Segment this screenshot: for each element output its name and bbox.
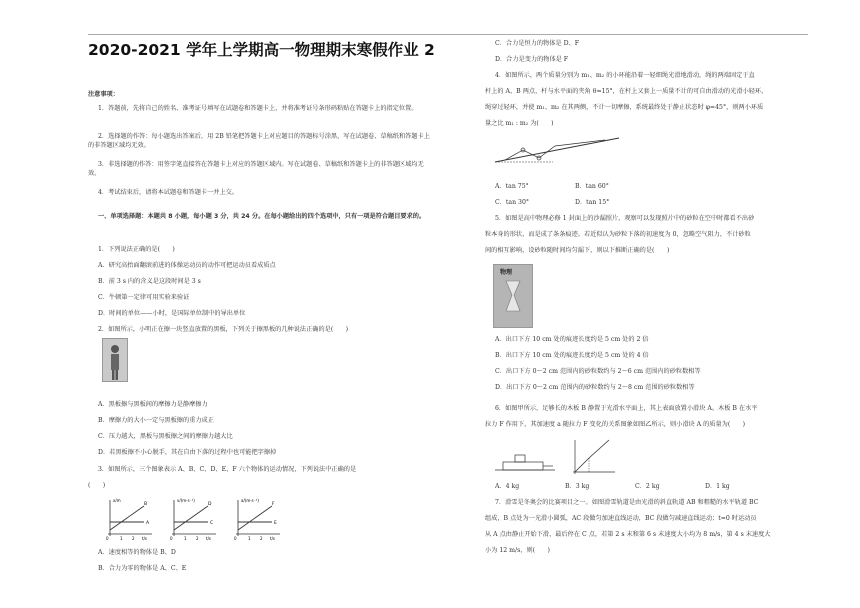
q3-tick: t/s — [142, 536, 147, 541]
q3-option-d: D．合力是变力的物体是 F — [495, 56, 569, 63]
q3-graph-2 — [170, 498, 216, 541]
hourglass-book-photo — [493, 264, 533, 328]
q3-tick: 2 — [196, 536, 199, 541]
notice-item: 3．非选择题的作答：用签字笔直接答在答题卡上对应的答题区域内。写在试题卷、草稿纸和答题卡上的非答题区域均无效。 — [88, 161, 424, 177]
q6-option-b: B．3 kg — [565, 483, 590, 490]
q4-line: 绳穿过轻环，并使 m₁、m₂ 在其两侧，不计一切摩擦，系统最终处于静止状态时 φ=45°，则两小环质 — [485, 104, 764, 111]
q3-graph-ylabel: a/(m·s⁻²) — [241, 498, 259, 503]
q3-graph-1 — [106, 498, 152, 541]
q3-tick: t/s — [206, 536, 211, 541]
q3-graph-ylabel: v/(m·s⁻¹) — [177, 498, 195, 503]
q5-line: 粒本身的形状，而是成了条条痕迹。若近似认为砂粒下落的初速度为 0，忽略空气阻力，不计砂粒 — [485, 231, 751, 238]
q2-option-b: B．摩擦力的大小一定与黑板擦的重力成正 — [98, 417, 214, 424]
q3-tick: 0 — [170, 536, 173, 541]
q5-option-d: D．出口下方 0～2 cm 范围内的砂粒数约与 2～8 cm 范围的砂粒数相等 — [495, 384, 695, 391]
notice-item: 4．考试结束后，请将本试题卷和答题卡一并上交。 — [98, 189, 239, 196]
q1-option-a: A．研究高抬面翻滚前进的体操运动员的动作可把运动员看成质点 — [98, 262, 276, 269]
q3-tick: 0 — [234, 536, 237, 541]
q1-stem: 1．下列说法正确的是( ) — [98, 246, 175, 253]
q4-option-a: A．tan 75° — [495, 183, 529, 190]
q7-line: 组成，B 点处为一光滑小圆弧，AC 段做匀加速直线运动，BC 段做匀减速直线运动；t=0 时运动员 — [485, 515, 757, 522]
q3-option-c: C．合力是恒力的物体是 D、F — [495, 40, 580, 47]
q5-option-a: A．出口下方 10 cm 处的痕迹长度约是 5 cm 处的 2 倍 — [495, 336, 649, 343]
q3-stem: 3．如图所示，三个图象表示 A、B、C、D、E、F 六个物体的运动情况，下列说法中正确的是 — [98, 466, 357, 473]
notice-heading: 注意事项： — [88, 91, 119, 98]
notice-item: 1．答题前，先将自己的姓名、准考证号填写在试题卷和答题卡上，并将准考证号条形码粘贴在答题卡上的指定位置。 — [98, 105, 418, 112]
left-column — [88, 0, 436, 608]
q3-line-label: A — [146, 521, 150, 526]
q3-graph-ylabel: x/m — [113, 498, 121, 503]
q1-option-b: B．前 3 s 内的含义是这段时间是 3 s — [98, 278, 201, 285]
q3-tick: 2 — [132, 536, 135, 541]
q3-line-label: C — [210, 521, 214, 526]
q2-option-c: C．压力越大，黑板与黑板擦之间的摩擦力越大比 — [98, 433, 233, 440]
notice-item: 2．选择题的作答：每小题选出答案后，用 2B 铅笔把答题卡上对应题目的答题标号涂黑，写在试题卷、草稿纸和答题卡上的非答题区域均无效。 — [88, 133, 430, 149]
page-title: 2020-2021 学年上学期高一物理期末寒假作业 2 — [88, 41, 435, 59]
q3-line-label: F — [272, 502, 275, 507]
q3-line-label: E — [274, 521, 277, 526]
q5-line: 间的相互影响，设砂粒随时间均匀漏下，则以下推断正确的是( ) — [485, 247, 670, 254]
q3-tick: 2 — [260, 536, 263, 541]
book-label: 物理 — [500, 269, 513, 276]
q7-line: 7．滑雪是冬奥会的比赛项目之一。如图滑雪轨道是由光滑的斜直轨道 AB 和粗糙的水平轨道 BC — [495, 499, 759, 506]
person-figure-icon — [103, 339, 127, 381]
q1-option-d: D．时间的单位——小时，是国际单位制中的导出单位 — [98, 310, 246, 317]
q3-graph-3 — [234, 498, 280, 541]
section-heading: 一、单项选择题：本题共 8 小题，每小题 3 分，共 24 分。在每小题给出的四个选项中，只有一项是符合题目要求的。 — [98, 213, 426, 220]
q3-tick: 0 — [106, 536, 109, 541]
q3-tick: 1 — [248, 536, 251, 541]
q3-tick: 1 — [184, 536, 187, 541]
q7-line: 小为 12 m/s，则( ) — [485, 547, 550, 554]
blackboard-photo — [102, 338, 128, 382]
q3-tick: t/s — [270, 536, 275, 541]
q6-line: 6．如图甲所示，足够长的木板 B 静置于光滑水平面上，其上表面放置小滑块 A。木板 B 在水平 — [495, 405, 758, 412]
q4-option-b: B．tan 60° — [575, 183, 609, 190]
q6-diagrams — [493, 436, 623, 478]
q4-line: 量之比 m₁ : m₂ 为( ) — [485, 120, 554, 127]
q3-line-label: D — [208, 502, 212, 507]
q2-option-d: D．若黑板擦不小心脱手，其在自由下落的过程中也可能把字擦掉 — [98, 449, 277, 456]
q6-line: 拉力 F 作用下，其加速度 a 随拉力 F 变化的关系图象如图乙所示，则小滑块 A 的质量为( ) — [485, 421, 746, 428]
q3-tick: 1 — [120, 536, 123, 541]
q4-line: 4．如图所示，两个质量分别为 m₁、m₂ 的小环能沿着一轻细绳光滑地滑动，绳的两端固定于直 — [495, 72, 755, 79]
q7-line: 从 A 点由静止开始下滑，最后停在 C 点，若第 2 s 末和第 6 s 末速度大小均为 8 m/s，第 4 s 末速度大 — [485, 531, 771, 538]
q5-option-c: C．出口下方 0～2 cm 范围内的砂粒数约与 2～6 cm 范围内的砂粒数相等 — [495, 368, 701, 375]
right-column — [475, 0, 791, 608]
q4-line: 杆上的 A、B 两点，杆与水平面的夹角 θ=15°，在杆上又套上一质量不计的可自由滑动的光滑小轻环， — [485, 88, 768, 95]
q3-stem-cont: ( ) — [88, 482, 106, 489]
q1-option-c: C．牛顿第一定律可用实验来验证 — [98, 294, 190, 301]
q2-option-a: A．黑板擦与黑板间的摩擦力是静摩擦力 — [98, 401, 208, 408]
q3-graphs — [100, 494, 290, 542]
q4-option-d: D．tan 15° — [575, 199, 610, 206]
q4-option-c: C．tan 30° — [495, 199, 530, 206]
q5-line: 5．如图是高中物理必修 1 封面上的沙漏照片，观察可以发现照片中的砂粒在空中时都看不出砂 — [495, 215, 755, 222]
q6-option-d: D．1 kg — [705, 483, 730, 490]
q3-line-label: B — [144, 502, 148, 507]
q4-diagram — [493, 134, 623, 168]
q6-option-a: A．4 kg — [495, 483, 520, 490]
q3-option-a: A．速度相等的物体是 B、D — [98, 549, 176, 556]
q5-option-b: B．出口下方 10 cm 处的痕迹长度约是 5 cm 处的 4 倍 — [495, 352, 649, 359]
q3-option-b: B．合力为零的物体是 A、C、E — [98, 565, 187, 572]
q6-option-c: C．2 kg — [635, 483, 660, 490]
q2-stem: 2．如图所示，小明正在擦一块竖直放置的黑板，下列关于擦黑板的几种说法正确的是( ) — [98, 326, 349, 333]
